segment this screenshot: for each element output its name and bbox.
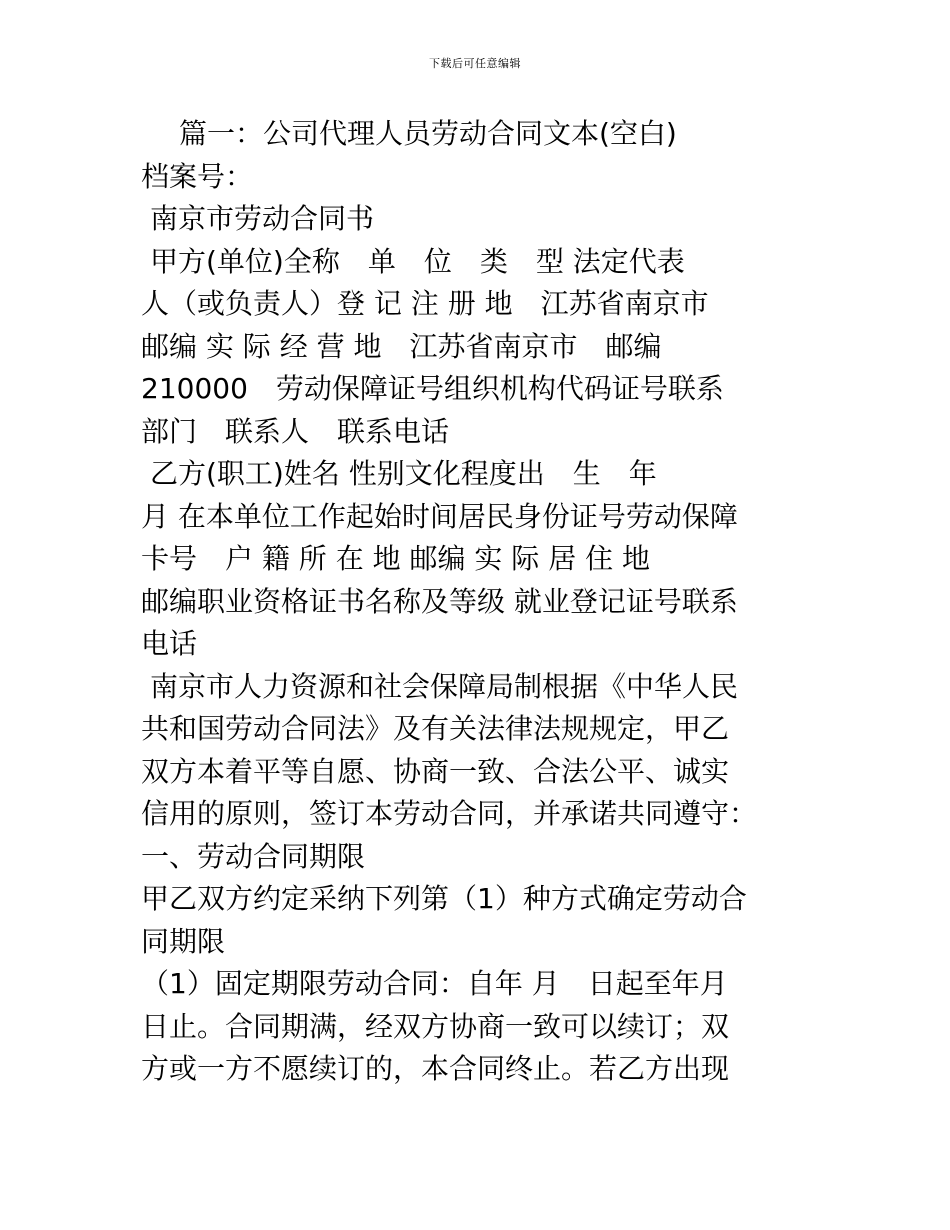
text-line: 双方本着平等自愿、协商一致、合法公平、诚实	[141, 754, 730, 788]
text-line: 南京市人力资源和社会保障局制根据《中华人民	[150, 669, 739, 703]
text-line: 邮编 实 际 经 营 地 江苏省南京市 邮编	[141, 329, 662, 363]
text-line: （1）固定期限劳动合同：自年 月 日起至年月	[141, 967, 728, 1000]
text-line: 210000 劳动保障证号组织机构代码证号联系	[141, 372, 724, 405]
text-line: 方或一方不愿续订的，本合同终止。若乙方出现	[141, 1052, 730, 1085]
text-line: 电话	[141, 627, 198, 660]
text-line: 乙方(职工)姓名 性别文化程度出 生 年	[150, 457, 657, 490]
text-line: 甲方(单位)全称 单 位 类 型 法定代表	[150, 244, 685, 278]
text-line: 甲乙双方约定采纳下列第（1）种方式确定劳动合	[141, 882, 747, 915]
text-line: 信用的原则，签订本劳动合同，并承诺共同遵守：	[141, 797, 758, 830]
text-line: 档案号：	[141, 159, 254, 193]
text-line: 卡号 户 籍 所 在 地 邮编 实 际 居 住 地	[141, 542, 651, 575]
section-heading: 南京市劳动合同书	[150, 202, 375, 235]
text-line: 邮编职业资格证书名称及等级 就业登记证号联系	[141, 584, 738, 618]
text-line: 同期限	[141, 924, 226, 958]
text-line: 日止。合同期满，经双方协商一致可以续订；双	[141, 1009, 730, 1043]
document-title: 篇一：公司代理人员劳动合同文本(空白)	[179, 117, 677, 150]
page-header: 下载后可任意编辑	[429, 57, 521, 70]
document-body	[141, 113, 813, 1091]
text-line: 人（或负责人）登 记 注 册 地 江苏省南京市	[141, 287, 709, 320]
text-line: 共和国劳动合同法》及有关法律法规规定，甲乙	[141, 712, 730, 745]
text-line: 月 在本单位工作起始时间居民身份证号劳动保障	[141, 499, 738, 533]
text-line: 部门 联系人 联系电话	[141, 414, 450, 448]
section-heading: 一、劳动合同期限	[141, 839, 366, 873]
